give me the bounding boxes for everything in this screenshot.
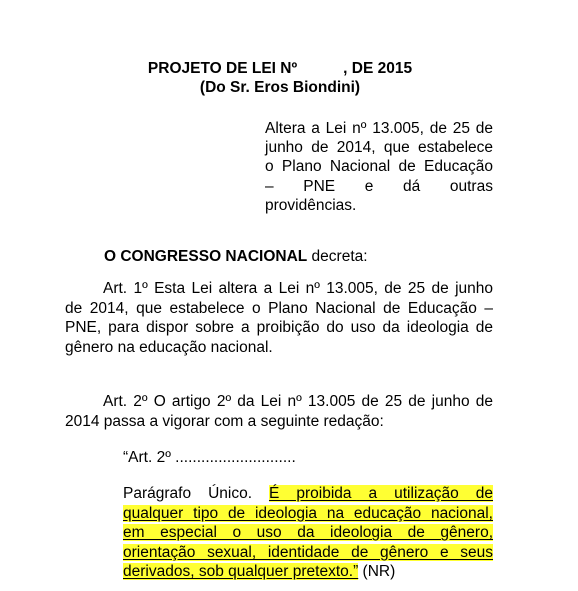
ementa-word: outras bbox=[449, 177, 493, 195]
article-1-line: gênero na educação nacional. bbox=[65, 338, 273, 356]
sole-paragraph-label: Parágrafo Único. bbox=[123, 485, 270, 502]
ementa-line: o Plano Nacional de Educação bbox=[265, 158, 493, 176]
ementa-word: – bbox=[265, 177, 274, 195]
enacting-clause-rest: decreta: bbox=[307, 248, 368, 265]
highlighted-text: É proibida a utilização de bbox=[269, 485, 493, 502]
sole-paragraph-line bbox=[123, 504, 493, 524]
article-2 bbox=[65, 392, 493, 431]
article-1-line: de 2014, que estabelece o Plano Nacional de Educação – bbox=[65, 299, 493, 317]
highlighted-text: derivados, sob qualquer pretexto.” bbox=[123, 563, 359, 581]
enacting-clause-bold: O CONGRESSO NACIONAL bbox=[104, 248, 308, 265]
article-1-line: PNE, para dispor sobre a proibição do uso da ideologia de bbox=[65, 319, 493, 337]
highlighted-text: qualquer tipo de ideologia na educação nacional, bbox=[123, 504, 493, 522]
ementa bbox=[265, 119, 493, 215]
bill-title-year: , DE 2015 bbox=[343, 60, 413, 77]
sole-paragraph-line bbox=[123, 484, 493, 504]
sole-paragraph-line bbox=[123, 523, 493, 543]
article-1 bbox=[65, 279, 493, 357]
ementa-word: PNE bbox=[303, 177, 336, 195]
bill-title-prefix: PROJETO DE LEI Nº bbox=[147, 60, 298, 77]
article-2-line: Art. 2º O artigo 2º da Lei nº 13.005 de 25 de junho de bbox=[103, 393, 493, 410]
highlighted-text: em especial o uso da ideologia de gênero, bbox=[123, 524, 493, 542]
ementa-line: junho de 2014, que estabelece bbox=[265, 139, 493, 157]
ementa-line: Altera a Lei nº 13.005, de 25 de bbox=[265, 120, 493, 137]
article-2-line: 2014 passa a vigorar com a seguinte redação: bbox=[65, 412, 384, 430]
highlighted-text: orientação sexual, identidade de gênero e seus bbox=[123, 543, 493, 561]
article-1-line: Art. 1º Esta Lei altera a Lei nº 13.005, de 25 de junho bbox=[103, 280, 493, 297]
sole-paragraph-line bbox=[123, 562, 493, 582]
sole-paragraph bbox=[123, 484, 493, 582]
ementa-word: dá bbox=[403, 177, 421, 195]
ementa-word: e bbox=[364, 177, 374, 195]
sole-paragraph-line bbox=[123, 543, 493, 563]
nr-marker: (NR) bbox=[358, 563, 396, 581]
bill-title bbox=[0, 60, 560, 78]
bill-author: (Do Sr. Eros Biondini) bbox=[199, 79, 361, 96]
ementa-line: providências. bbox=[265, 196, 357, 214]
enacting-clause bbox=[104, 248, 368, 266]
ementa-line bbox=[265, 177, 493, 196]
quoted-article-heading: “Art. 2º ............................ bbox=[123, 449, 296, 466]
